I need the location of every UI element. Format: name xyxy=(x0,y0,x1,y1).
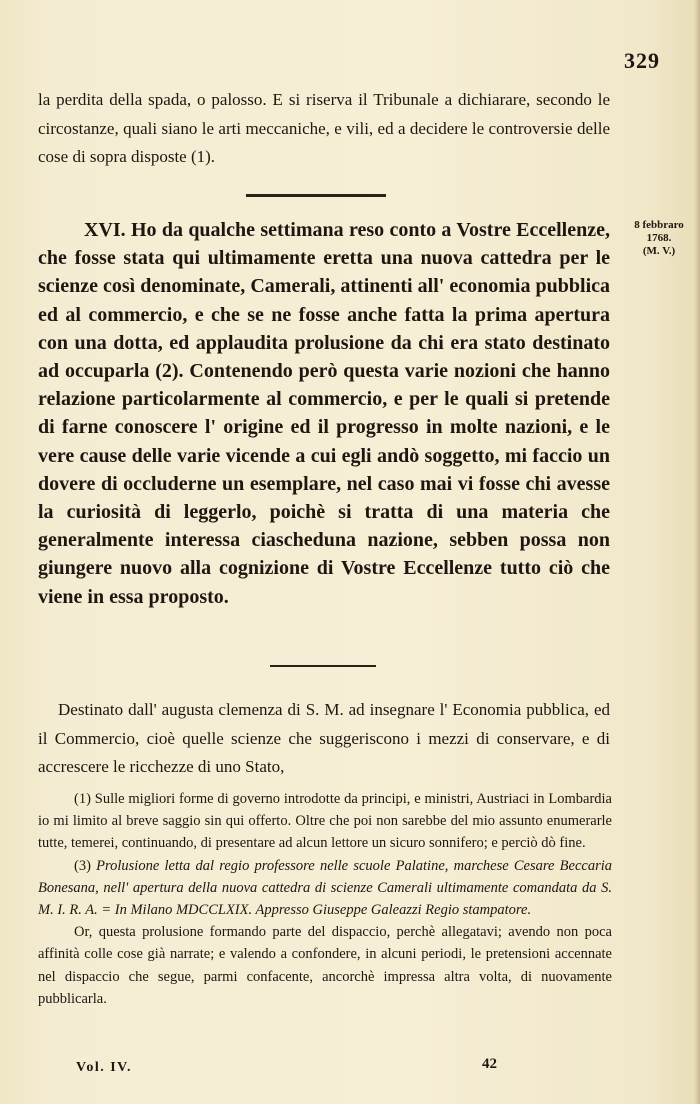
footnote-3: Or, questa prolusione formando parte del dispaccio, perchè allegatavi; avendo non poca affinità colle cose già narrate; e valendo a confondere, in alcuni periodi, le pretensioni accennate nel dispaccio che segue, parmi confacente, ancorchè impressa altra volta, di nuovamente pubblicarla. xyxy=(38,924,612,1007)
footnote-2 xyxy=(38,855,612,922)
signature-mark: 42 xyxy=(482,1056,497,1072)
page-edge-shadow xyxy=(694,0,700,1104)
footnotes xyxy=(38,788,612,1010)
page-number: 329 xyxy=(624,48,660,73)
section-divider-top xyxy=(246,194,386,197)
volume-footer: Vol. IV. xyxy=(76,1060,132,1075)
footnote-2-marker: (3) xyxy=(74,857,97,874)
top-paragraph: la perdita della spada, o palosso. E si riserva il Tribunale a dichiarare, secondo le circostanze, quali siano le arti meccaniche, e vili, ed a decidere le controversie delle cose di sopra disposte (1). xyxy=(38,90,610,166)
margin-date-note xyxy=(618,219,700,258)
prolusion-paragraph: Destinato dall' augusta clemenza di S. M. ad insegnare l' Economia pubblica, ed il Commercio, cioè quelle scienze che suggeriscono i mezzi di conservare, e di accrescere le ricchezze di uno Stato, xyxy=(38,700,610,776)
margin-note-line1: 8 febbraro xyxy=(634,219,684,231)
margin-note-line2: 1768. xyxy=(646,232,672,244)
footnote-2-citation: Prolusione letta dal regio professore nelle scuole Palatine, marchese Cesare Beccaria Bonesana, nell' apertura della nuova cattedra di scienze Camerali ultimamente comandata da S. M. I. R. A. = In Milano MDCCLXIX. Appresso Giuseppe Galeazzi Regio stampatore. xyxy=(38,857,612,919)
margin-note-line3: (M. V.) xyxy=(642,245,676,257)
section-xvi-paragraph: XVI. Ho da qualche settimana reso conto a Vostre Eccellenze, che fosse stata qui ultimamente eretta una nuova cattedra per le scienze così denominate, Camerali, attinenti all' economia pubblica ed al commercio, e che se ne fosse anche fatta la prima apertura con una dotta, ed applaudita prolusione da chi era stato destinato ad occuparla (2). Contenendo però questa varie nozioni che hanno relazione particolarmente al commercio, e per le quali si pretende di farne conoscere l' origine ed il progresso in molte nazioni, e le vere cause delle varie vicende a cui egli andò soggetto, mi faccio un dovere di occluderne un esemplare, nel caso mai vi fosse chi avesse la curiosità di leggerlo, poichè si tratta di una materia che generalmente interessa ciascheduna nazione, sebben possa non giungere nuovo alla cognizione di Vostre Eccellenze tutto ciò che viene in essa proposto. xyxy=(38,219,610,608)
section-divider-bottom xyxy=(270,665,376,667)
footnote-1: (1) Sulle migliori forme di governo introdotte da principi, e ministri, Austriaci in Lombardia io mi limito al breve saggio sin qui offerto. Oltre che poi non sarebbe del mio assunto enumerarle tutte, temerei, continuando, di presentare ad alcun lettore un sicuro sonnifero; e perciò dò fine. xyxy=(38,791,612,852)
